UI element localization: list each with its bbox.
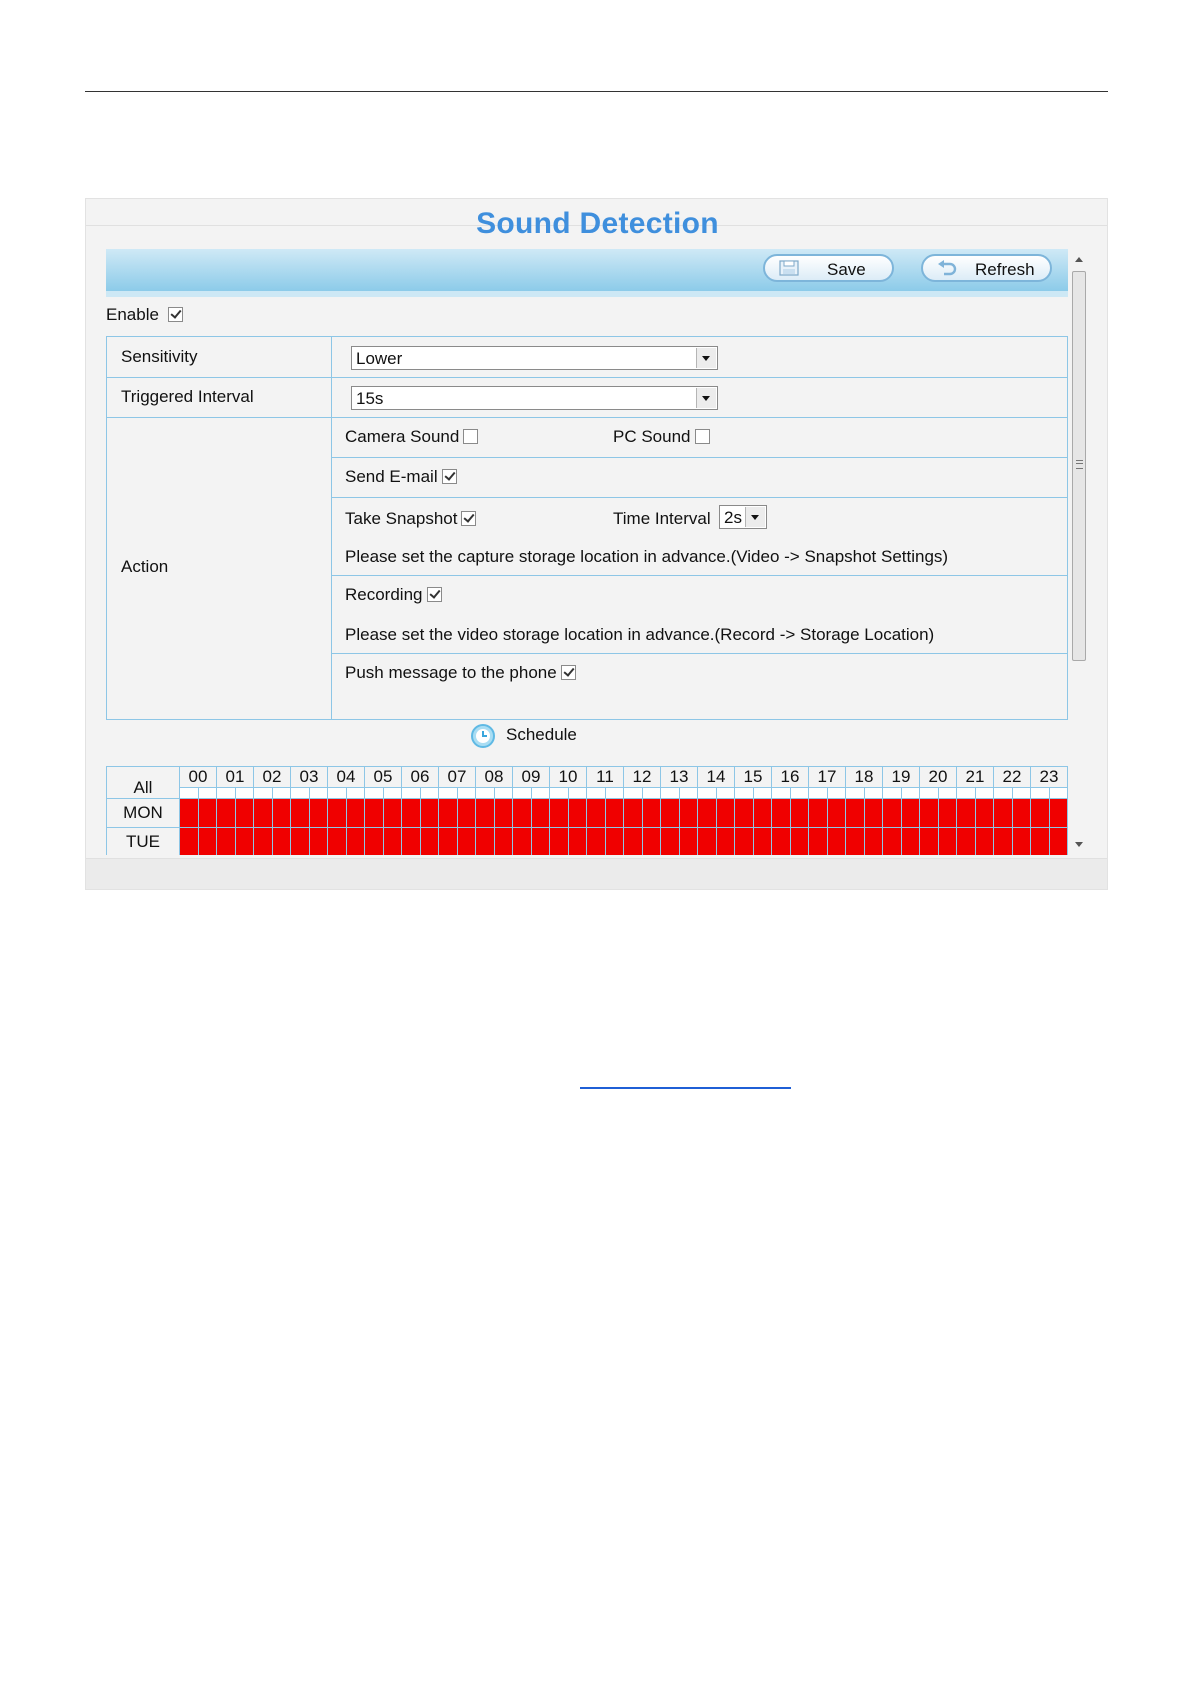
camera-sound-checkbox[interactable] <box>463 429 478 444</box>
schedule-half-hour-cell <box>180 788 199 799</box>
schedule-half-hour-cell <box>346 788 365 799</box>
schedule-slot[interactable] <box>1049 799 1068 828</box>
enable-label: Enable <box>106 305 159 324</box>
schedule-half-hour-cell <box>846 788 865 799</box>
schedule-slot[interactable] <box>679 799 698 828</box>
schedule-slot[interactable] <box>365 828 384 856</box>
schedule-hour-03[interactable]: 03 <box>291 767 328 788</box>
schedule-slot[interactable] <box>735 828 754 856</box>
undo-arrow-icon <box>937 260 957 276</box>
schedule-hour-22[interactable]: 22 <box>994 767 1031 788</box>
schedule-slot[interactable] <box>550 828 569 856</box>
schedule-hour-09[interactable]: 09 <box>513 767 550 788</box>
schedule-slot[interactable] <box>1049 828 1068 856</box>
schedule-slot[interactable] <box>309 799 328 828</box>
schedule-slot[interactable] <box>698 828 717 856</box>
schedule-slot[interactable] <box>624 799 643 828</box>
schedule-half-hour-row <box>107 788 1068 799</box>
schedule-slot[interactable] <box>217 828 236 856</box>
snapshot-storage-note: Please set the capture storage location in advance.(Video -> Snapshot Settings) <box>345 547 949 566</box>
schedule-slot[interactable] <box>420 799 439 828</box>
schedule-slot[interactable] <box>698 799 717 828</box>
push-message-option <box>345 663 576 683</box>
pc-sound-checkbox[interactable] <box>695 429 710 444</box>
send-email-option <box>345 467 457 487</box>
take-snapshot-option <box>345 509 476 529</box>
schedule-slot[interactable] <box>531 799 550 828</box>
schedule-slot[interactable] <box>291 828 310 856</box>
schedule-slot[interactable] <box>198 799 217 828</box>
schedule-slot[interactable] <box>642 799 661 828</box>
schedule-slot[interactable] <box>217 799 236 828</box>
schedule-hour-18[interactable]: 18 <box>846 767 883 788</box>
schedule-slot[interactable] <box>790 799 809 828</box>
schedule-slot[interactable] <box>291 799 310 828</box>
recording-checkbox[interactable] <box>427 587 442 602</box>
schedule-half-hour-cell <box>254 788 273 799</box>
panel-footer <box>86 858 1107 889</box>
schedule-slot[interactable] <box>827 799 846 828</box>
schedule-half-hour-cell <box>513 788 532 799</box>
schedule-slot[interactable] <box>346 799 365 828</box>
chevron-down-icon <box>696 388 716 408</box>
take-snapshot-checkbox[interactable] <box>461 511 476 526</box>
schedule-slot[interactable] <box>420 828 439 856</box>
schedule-half-hour-cell <box>1049 788 1068 799</box>
schedule-slot[interactable] <box>920 799 939 828</box>
schedule-hour-13[interactable]: 13 <box>661 767 698 788</box>
enable-checkbox[interactable] <box>168 307 183 322</box>
schedule-hour-02[interactable]: 02 <box>254 767 291 788</box>
schedule-half-hour-cell <box>605 788 624 799</box>
row-divider <box>331 653 1067 654</box>
schedule-half-hour-cell <box>291 788 310 799</box>
schedule-slot[interactable] <box>957 799 976 828</box>
schedule-slot[interactable] <box>772 828 791 856</box>
schedule-slot[interactable] <box>568 828 587 856</box>
schedule-slot[interactable] <box>661 799 680 828</box>
schedule-hour-21[interactable]: 21 <box>957 767 994 788</box>
schedule-hour-19[interactable]: 19 <box>883 767 920 788</box>
sensitivity-select[interactable] <box>351 346 718 370</box>
schedule-slot[interactable] <box>809 828 828 856</box>
schedule-hour-14[interactable]: 14 <box>698 767 735 788</box>
action-label: Action <box>121 557 169 576</box>
time-interval-label: Time Interval <box>613 509 711 528</box>
schedule-slot[interactable] <box>587 799 606 828</box>
schedule-hour-23[interactable]: 23 <box>1031 767 1068 788</box>
schedule-slot[interactable] <box>1031 799 1050 828</box>
schedule-slot[interactable] <box>1031 828 1050 856</box>
schedule-half-hour-cell <box>938 788 957 799</box>
pc-sound-option <box>613 427 710 447</box>
schedule-half-hour-cell <box>790 788 809 799</box>
schedule-hour-07[interactable]: 07 <box>439 767 476 788</box>
schedule-grid <box>106 766 1068 855</box>
schedule-slot[interactable] <box>938 799 957 828</box>
schedule-slot[interactable] <box>198 828 217 856</box>
schedule-slot[interactable] <box>938 828 957 856</box>
schedule-half-hour-cell <box>550 788 569 799</box>
schedule-slot[interactable] <box>1012 799 1031 828</box>
schedule-hour-header-row <box>107 767 1068 788</box>
schedule-slot[interactable] <box>864 828 883 856</box>
schedule-slot[interactable] <box>809 799 828 828</box>
schedule-half-hour-cell <box>476 788 495 799</box>
schedule-half-hour-cell <box>920 788 939 799</box>
save-button-label: Save <box>827 260 866 279</box>
schedule-slot[interactable] <box>402 799 421 828</box>
schedule-slot[interactable] <box>864 799 883 828</box>
schedule-half-hour-cell <box>1031 788 1050 799</box>
schedule-header <box>506 725 577 745</box>
hyperlink-underline[interactable] <box>580 1087 791 1089</box>
schedule-slot[interactable] <box>402 828 421 856</box>
schedule-slot[interactable] <box>605 828 624 856</box>
scroll-down-arrow-icon[interactable] <box>1075 842 1083 847</box>
floppy-disk-icon <box>779 260 799 276</box>
schedule-half-hour-cell <box>1012 788 1031 799</box>
triggered-interval-select[interactable] <box>351 386 718 410</box>
schedule-slot[interactable] <box>901 799 920 828</box>
schedule-half-hour-cell <box>735 788 754 799</box>
recording-option <box>345 585 442 605</box>
schedule-slot[interactable] <box>457 799 476 828</box>
column-divider <box>331 337 332 719</box>
schedule-slot[interactable] <box>624 828 643 856</box>
triggered-interval-value: 15s <box>356 389 384 408</box>
schedule-half-hour-cell <box>568 788 587 799</box>
row-divider <box>331 575 1067 576</box>
schedule-slot[interactable] <box>716 828 735 856</box>
schedule-half-hour-cell <box>901 788 920 799</box>
schedule-slot[interactable] <box>180 799 199 828</box>
schedule-slot[interactable] <box>383 799 402 828</box>
schedule-slot[interactable] <box>827 828 846 856</box>
schedule-slot[interactable] <box>716 799 735 828</box>
schedule-slot[interactable] <box>975 799 994 828</box>
schedule-hour-05[interactable]: 05 <box>365 767 402 788</box>
schedule-slot[interactable] <box>365 799 384 828</box>
schedule-day-label[interactable]: TUE <box>107 828 180 856</box>
schedule-half-hour-cell <box>365 788 384 799</box>
recording-storage-note: Please set the video storage location in advance.(Record -> Storage Location) <box>345 625 935 644</box>
schedule-slot[interactable] <box>383 828 402 856</box>
send-email-label: Send E-mail <box>345 467 438 486</box>
panel-title: Sound Detection <box>476 207 719 240</box>
toolbar <box>106 249 1068 297</box>
schedule-hour-20[interactable]: 20 <box>920 767 957 788</box>
schedule-half-hour-cell <box>809 788 828 799</box>
row-divider <box>107 377 1067 378</box>
schedule-slot[interactable] <box>457 828 476 856</box>
schedule-slot[interactable] <box>531 828 550 856</box>
grip-icon <box>1076 460 1083 469</box>
schedule-hour-10[interactable]: 10 <box>550 767 587 788</box>
clock-icon <box>470 723 496 749</box>
row-divider <box>331 497 1067 498</box>
schedule-slot[interactable] <box>513 799 532 828</box>
schedule-day-label[interactable]: MON <box>107 799 180 828</box>
refresh-button[interactable] <box>921 254 1052 282</box>
schedule-hour-16[interactable]: 16 <box>772 767 809 788</box>
schedule-slot[interactable] <box>1012 828 1031 856</box>
push-message-label: Push message to the phone <box>345 663 557 682</box>
schedule-half-hour-cell <box>587 788 606 799</box>
schedule-slot[interactable] <box>920 828 939 856</box>
schedule-slot[interactable] <box>994 799 1013 828</box>
save-button[interactable] <box>763 254 894 282</box>
camera-sound-option <box>345 427 478 447</box>
schedule-label: Schedule <box>506 725 577 744</box>
time-interval-select[interactable] <box>719 505 767 529</box>
page-top-rule <box>85 91 1108 92</box>
schedule-day-row <box>107 799 1068 828</box>
schedule-slot[interactable] <box>883 799 902 828</box>
chevron-down-icon <box>696 348 716 368</box>
schedule-slot[interactable] <box>994 828 1013 856</box>
push-message-checkbox[interactable] <box>561 665 576 680</box>
schedule-slot[interactable] <box>846 799 865 828</box>
schedule-slot[interactable] <box>975 828 994 856</box>
schedule-slot[interactable] <box>568 799 587 828</box>
schedule-slot[interactable] <box>753 799 772 828</box>
schedule-half-hour-cell <box>624 788 643 799</box>
schedule-slot[interactable] <box>476 799 495 828</box>
schedule-slot[interactable] <box>309 828 328 856</box>
time-interval-value: 2s <box>724 508 742 527</box>
schedule-hour-12[interactable]: 12 <box>624 767 661 788</box>
schedule-half-hour-cell <box>457 788 476 799</box>
schedule-half-hour-cell <box>827 788 846 799</box>
schedule-half-hour-cell <box>494 788 513 799</box>
refresh-button-label: Refresh <box>975 260 1035 279</box>
row-divider <box>107 417 1067 418</box>
schedule-half-hour-cell <box>679 788 698 799</box>
schedule-hour-01[interactable]: 01 <box>217 767 254 788</box>
schedule-half-hour-cell <box>235 788 254 799</box>
row-divider <box>331 457 1067 458</box>
schedule-half-hour-cell <box>753 788 772 799</box>
schedule-slot[interactable] <box>735 799 754 828</box>
schedule-slot[interactable] <box>513 828 532 856</box>
schedule-slot[interactable] <box>328 828 347 856</box>
pc-sound-label: PC Sound <box>613 427 691 446</box>
schedule-slot[interactable] <box>272 799 291 828</box>
schedule-half-hour-cell <box>975 788 994 799</box>
schedule-hour-04[interactable]: 04 <box>328 767 365 788</box>
schedule-hour-00[interactable]: 00 <box>180 767 217 788</box>
schedule-slot[interactable] <box>235 799 254 828</box>
schedule-half-hour-cell <box>698 788 717 799</box>
schedule-slot[interactable] <box>494 799 513 828</box>
vertical-scrollbar[interactable] <box>1070 249 1088 855</box>
schedule-hour-11[interactable]: 11 <box>587 767 624 788</box>
schedule-half-hour-cell <box>661 788 680 799</box>
schedule-half-hour-cell <box>957 788 976 799</box>
schedule-slot[interactable] <box>180 828 199 856</box>
schedule-half-hour-cell <box>272 788 291 799</box>
schedule-hour-06[interactable]: 06 <box>402 767 439 788</box>
schedule-half-hour-cell <box>402 788 421 799</box>
schedule-slot[interactable] <box>846 828 865 856</box>
schedule-slot[interactable] <box>753 828 772 856</box>
schedule-half-hour-cell <box>439 788 458 799</box>
schedule-slot[interactable] <box>587 828 606 856</box>
schedule-slot[interactable] <box>235 828 254 856</box>
schedule-half-hour-cell <box>198 788 217 799</box>
recording-label: Recording <box>345 585 423 604</box>
schedule-hour-08[interactable]: 08 <box>476 767 513 788</box>
detection-settings-table <box>106 336 1068 720</box>
schedule-slot[interactable] <box>346 828 365 856</box>
camera-sound-label: Camera Sound <box>345 427 460 446</box>
schedule-half-hour-cell <box>642 788 661 799</box>
panel-content <box>106 249 1068 855</box>
schedule-slot[interactable] <box>494 828 513 856</box>
schedule-all-button[interactable]: All <box>107 767 180 799</box>
schedule-slot[interactable] <box>254 828 273 856</box>
schedule-half-hour-cell <box>420 788 439 799</box>
send-email-checkbox[interactable] <box>442 469 457 484</box>
schedule-half-hour-cell <box>864 788 883 799</box>
sensitivity-value: Lower <box>356 349 403 368</box>
scroll-up-arrow-icon[interactable] <box>1075 257 1083 262</box>
schedule-hour-15[interactable]: 15 <box>735 767 772 788</box>
schedule-half-hour-cell <box>883 788 902 799</box>
schedule-slot[interactable] <box>661 828 680 856</box>
sensitivity-label: Sensitivity <box>121 347 198 366</box>
schedule-slot[interactable] <box>605 799 624 828</box>
schedule-slot[interactable] <box>901 828 920 856</box>
schedule-slot[interactable] <box>550 799 569 828</box>
sound-detection-panel <box>85 198 1108 890</box>
schedule-slot[interactable] <box>328 799 347 828</box>
schedule-half-hour-cell <box>383 788 402 799</box>
schedule-slot[interactable] <box>957 828 976 856</box>
schedule-slot[interactable] <box>476 828 495 856</box>
schedule-slot[interactable] <box>439 799 458 828</box>
schedule-slot[interactable] <box>642 828 661 856</box>
schedule-slot[interactable] <box>790 828 809 856</box>
schedule-slot[interactable] <box>439 828 458 856</box>
schedule-slot[interactable] <box>772 799 791 828</box>
chevron-down-icon <box>745 507 765 527</box>
schedule-day-row <box>107 828 1068 856</box>
schedule-half-hour-cell <box>217 788 236 799</box>
schedule-half-hour-cell <box>309 788 328 799</box>
scrollbar-thumb[interactable] <box>1072 271 1086 661</box>
schedule-half-hour-cell <box>531 788 550 799</box>
schedule-hour-17[interactable]: 17 <box>809 767 846 788</box>
schedule-slot[interactable] <box>272 828 291 856</box>
schedule-slot[interactable] <box>254 799 273 828</box>
take-snapshot-label: Take Snapshot <box>345 509 458 528</box>
schedule-half-hour-cell <box>328 788 347 799</box>
schedule-slot[interactable] <box>679 828 698 856</box>
schedule-half-hour-cell <box>772 788 791 799</box>
enable-row <box>106 305 183 325</box>
schedule-half-hour-cell <box>716 788 735 799</box>
schedule-slot[interactable] <box>883 828 902 856</box>
schedule-half-hour-cell <box>994 788 1013 799</box>
triggered-interval-label: Triggered Interval <box>121 387 254 406</box>
